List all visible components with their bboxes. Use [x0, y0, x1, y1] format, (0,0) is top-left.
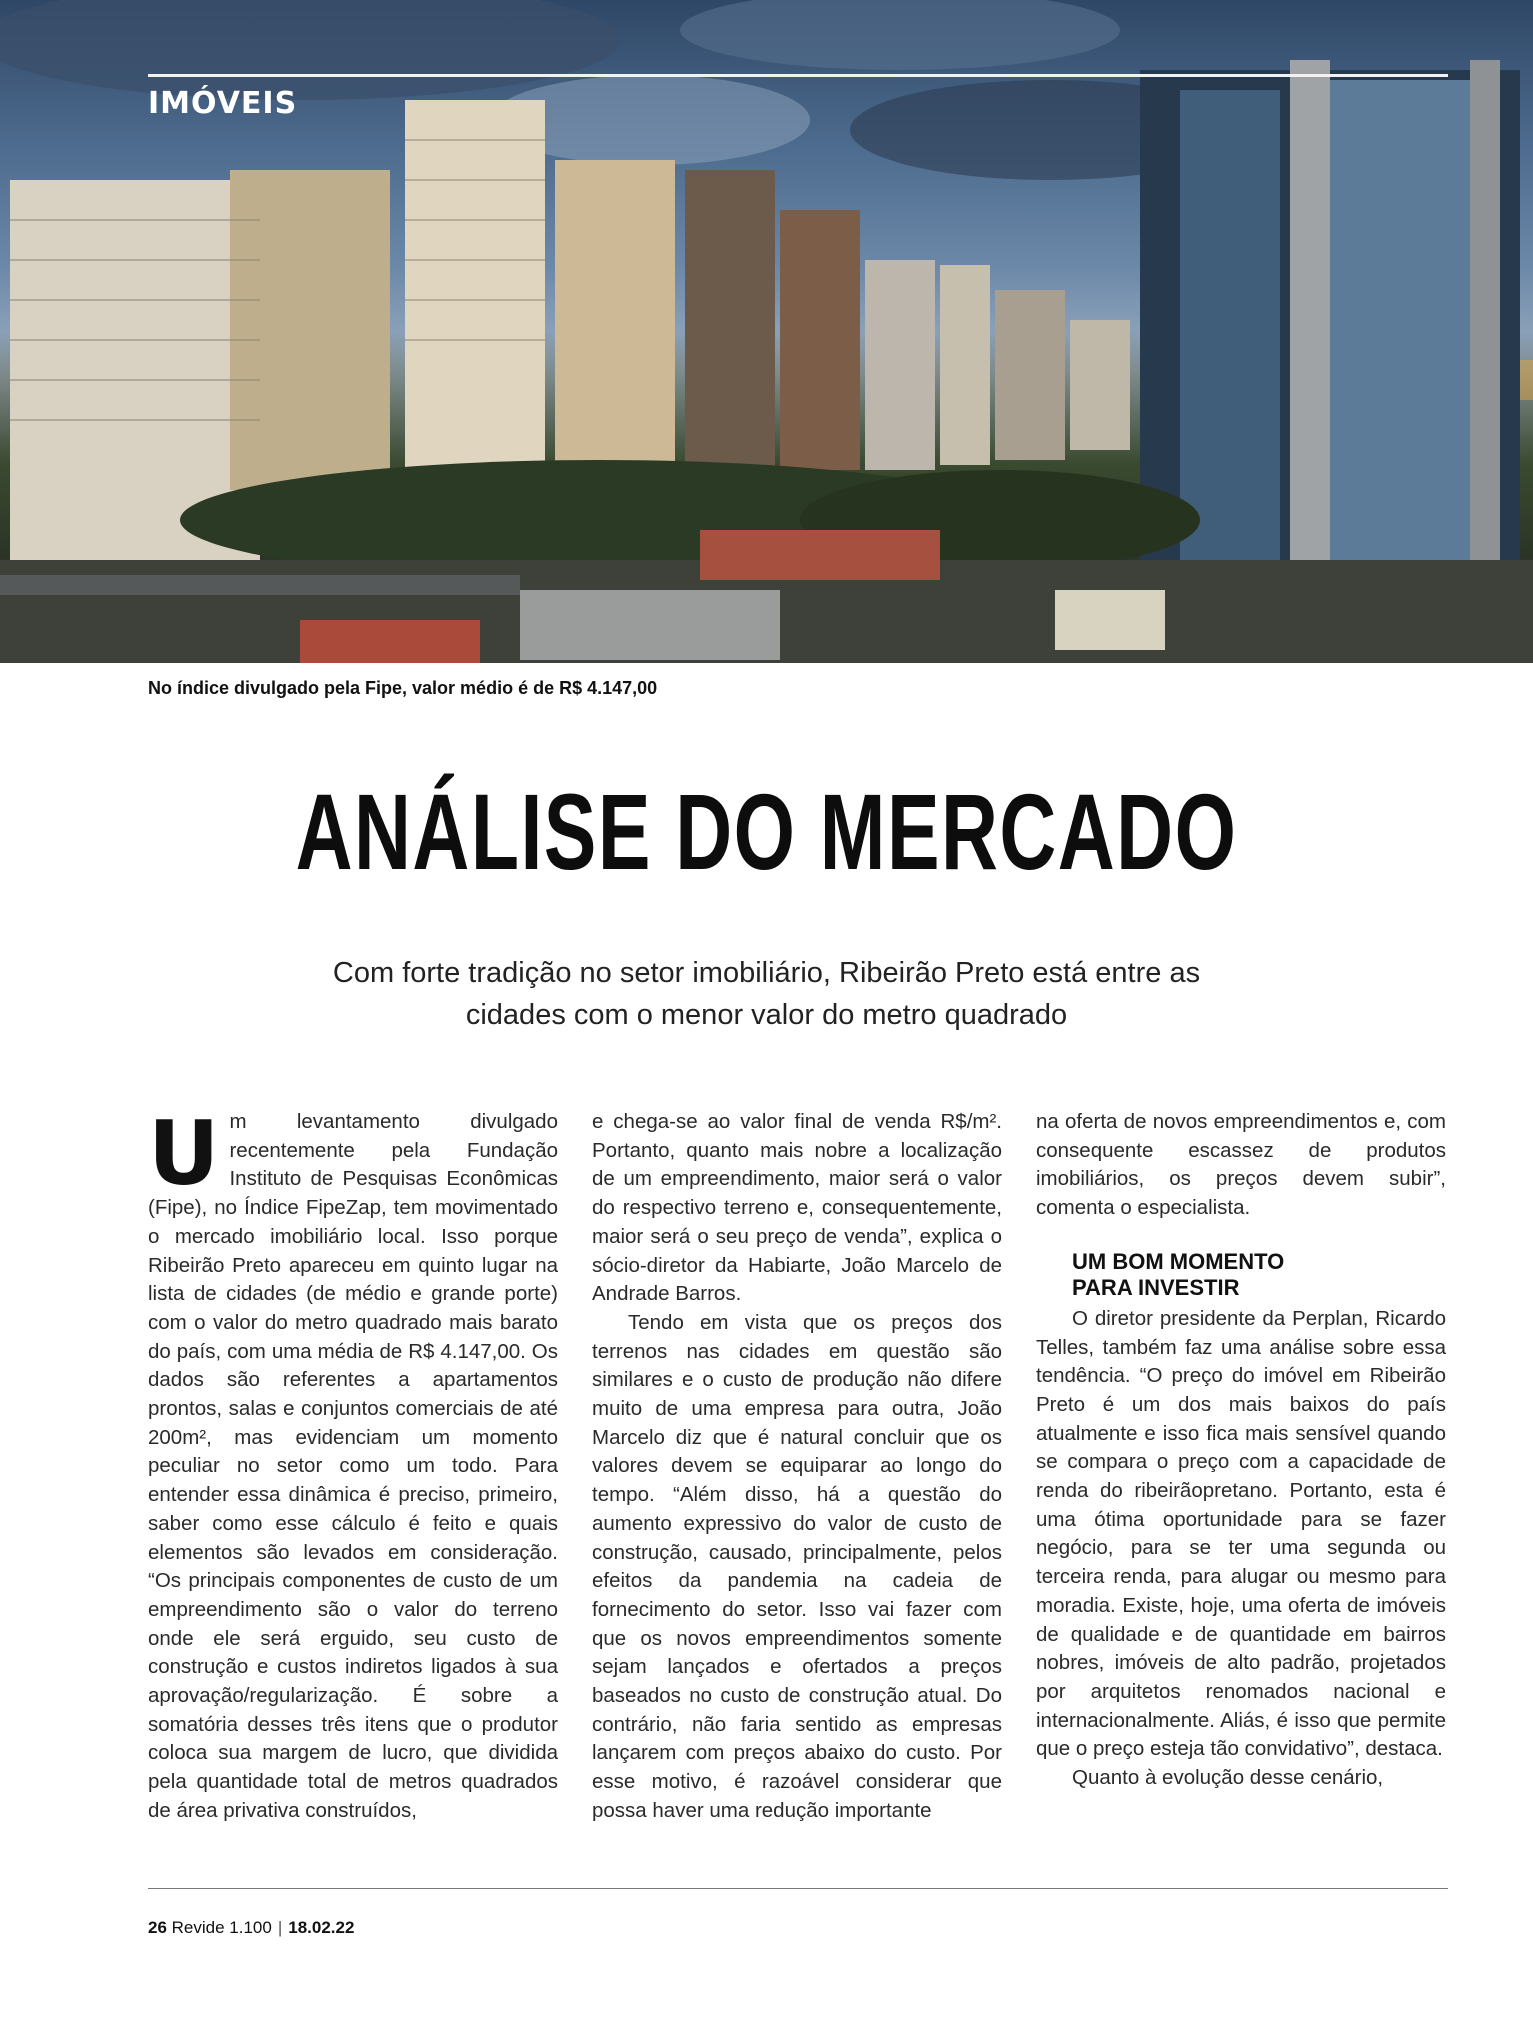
photo-caption: No índice divulgado pela Fipe, valor médio é de R$ 4.147,00 [148, 678, 658, 698]
issue-date: 18.02.22 [288, 1918, 355, 1937]
section-subheading [1072, 1249, 1446, 1301]
paragraph-4: Quanto à evolução desse cenário, [1072, 1766, 1384, 1790]
article-column-3 [1036, 1108, 1446, 1793]
subheading-line-1: UM BOM MOMENTO [1072, 1248, 1285, 1274]
paragraph-1-continued: e chega-se ao valor final de venda R$/m². Portanto, quanto mais nobre a localização de um empreendimento, maior será o valor do respectivo terreno e, consequentemente, maior será o seu preço de venda”, explica o sócio-diretor da Habiarte, João Marcelo de Andrade Barros. [592, 1110, 1002, 1306]
publication-name: Revide 1.100 [171, 1918, 272, 1937]
article-column-2 [592, 1108, 1002, 1826]
section-rule [148, 74, 1448, 77]
section-label: IMÓVEIS [148, 86, 298, 121]
paragraph-1-text: m levantamento divulgado recentemente pela Fundação Instituto de Pesquisas Econômicas (Fipe), no Índice FipeZap, tem movimentado o mercado imobiliário local. Isso porque Ribeirão Preto apareceu em quinto lugar na lista de cidades (de médio e grande porte) com o valor do metro quadrado mais barato do país, com uma média de R$ 4.147,00. Os dados são referentes a apartamentos prontos, salas e conjuntos comerciais de até 200m², mas evidenciam um momento peculiar no setor como um todo. Para entender essa dinâmica é preciso, primeiro, saber como esse cálculo é feito e quais elementos são levados em consideração. “Os principais componentes de custo de um empreendimento são o valor do terreno onde ele será erguido, seu custo de construção e custos indiretos ligados à sua aprovação/regularização. É sobre a somatória desses três itens que o produtor coloca sua margem de lucro, que dividida pela quantidade total de metros quadrados de área privativa construídos, [148, 1110, 558, 1822]
page-number: 26 [148, 1918, 167, 1937]
footer-rule [148, 1888, 1448, 1889]
paragraph-3: O diretor presidente da Perplan, Ricardo Telles, também faz uma análise sobre essa tendência. “O preço do imóvel em Ribeirão Preto é um dos mais baixos do país atualmente e isso fica mais sensível quando se compara o preço com a capacidade de renda do ribeirãopretano. Portanto, esta é uma ótima oportunidade para se fazer negócio, para se ter uma segunda ou terceira renda, para alugar ou mesmo para moradia. Existe, hoje, uma oferta de imóveis de qualidade e de quantidade em bairros nobres, imóveis de alto padrão, projetados por arquitetos renomados nacional e internacionalmente. Aliás, é isso que permite que o preço esteja tão convidativo”, destaca. [1036, 1306, 1446, 1761]
paragraph-2-continued: na oferta de novos empreendimentos e, com consequente escassez de produtos imobiliários, os preços devem subir”, comenta o especialista. [1036, 1110, 1446, 1220]
article-subtitle: Com forte tradição no setor imobiliário, Ribeirão Preto está entre as cidades com o menor valor do metro quadrado [332, 957, 1201, 1031]
page-footer [148, 1918, 354, 1938]
paragraph-2: Tendo em vista que os preços dos terrenos nas cidades em questão são similares e o custo de produção não difere muito de uma empresa para outra, João Marcelo diz que é natural concluir que os valores devem se equiparar ao longo do tempo. “Além disso, há a questão do aumento expressivo do valor de custo de construção, causado, principalmente, pelos efeitos da pandemia na cadeia de fornecimento do setor. Isso vai fazer com que os novos empreendimentos somente sejam lançados e ofertados a preços baseados no custo de construção atual. Do contrário, não faria sentido as empresas lançarem com preços abaixo do custo. Por esse motivo, é razoável considerar que possa haver uma redução importante [592, 1310, 1002, 1822]
footer-separator: | [277, 1918, 283, 1937]
article-headline: ANÁLISE DO MERCADO [295, 771, 1238, 892]
subheading-line-2: PARA INVESTIR [1072, 1274, 1240, 1300]
article-column-1 [148, 1102, 558, 1826]
drop-cap: U [148, 1102, 220, 1205]
